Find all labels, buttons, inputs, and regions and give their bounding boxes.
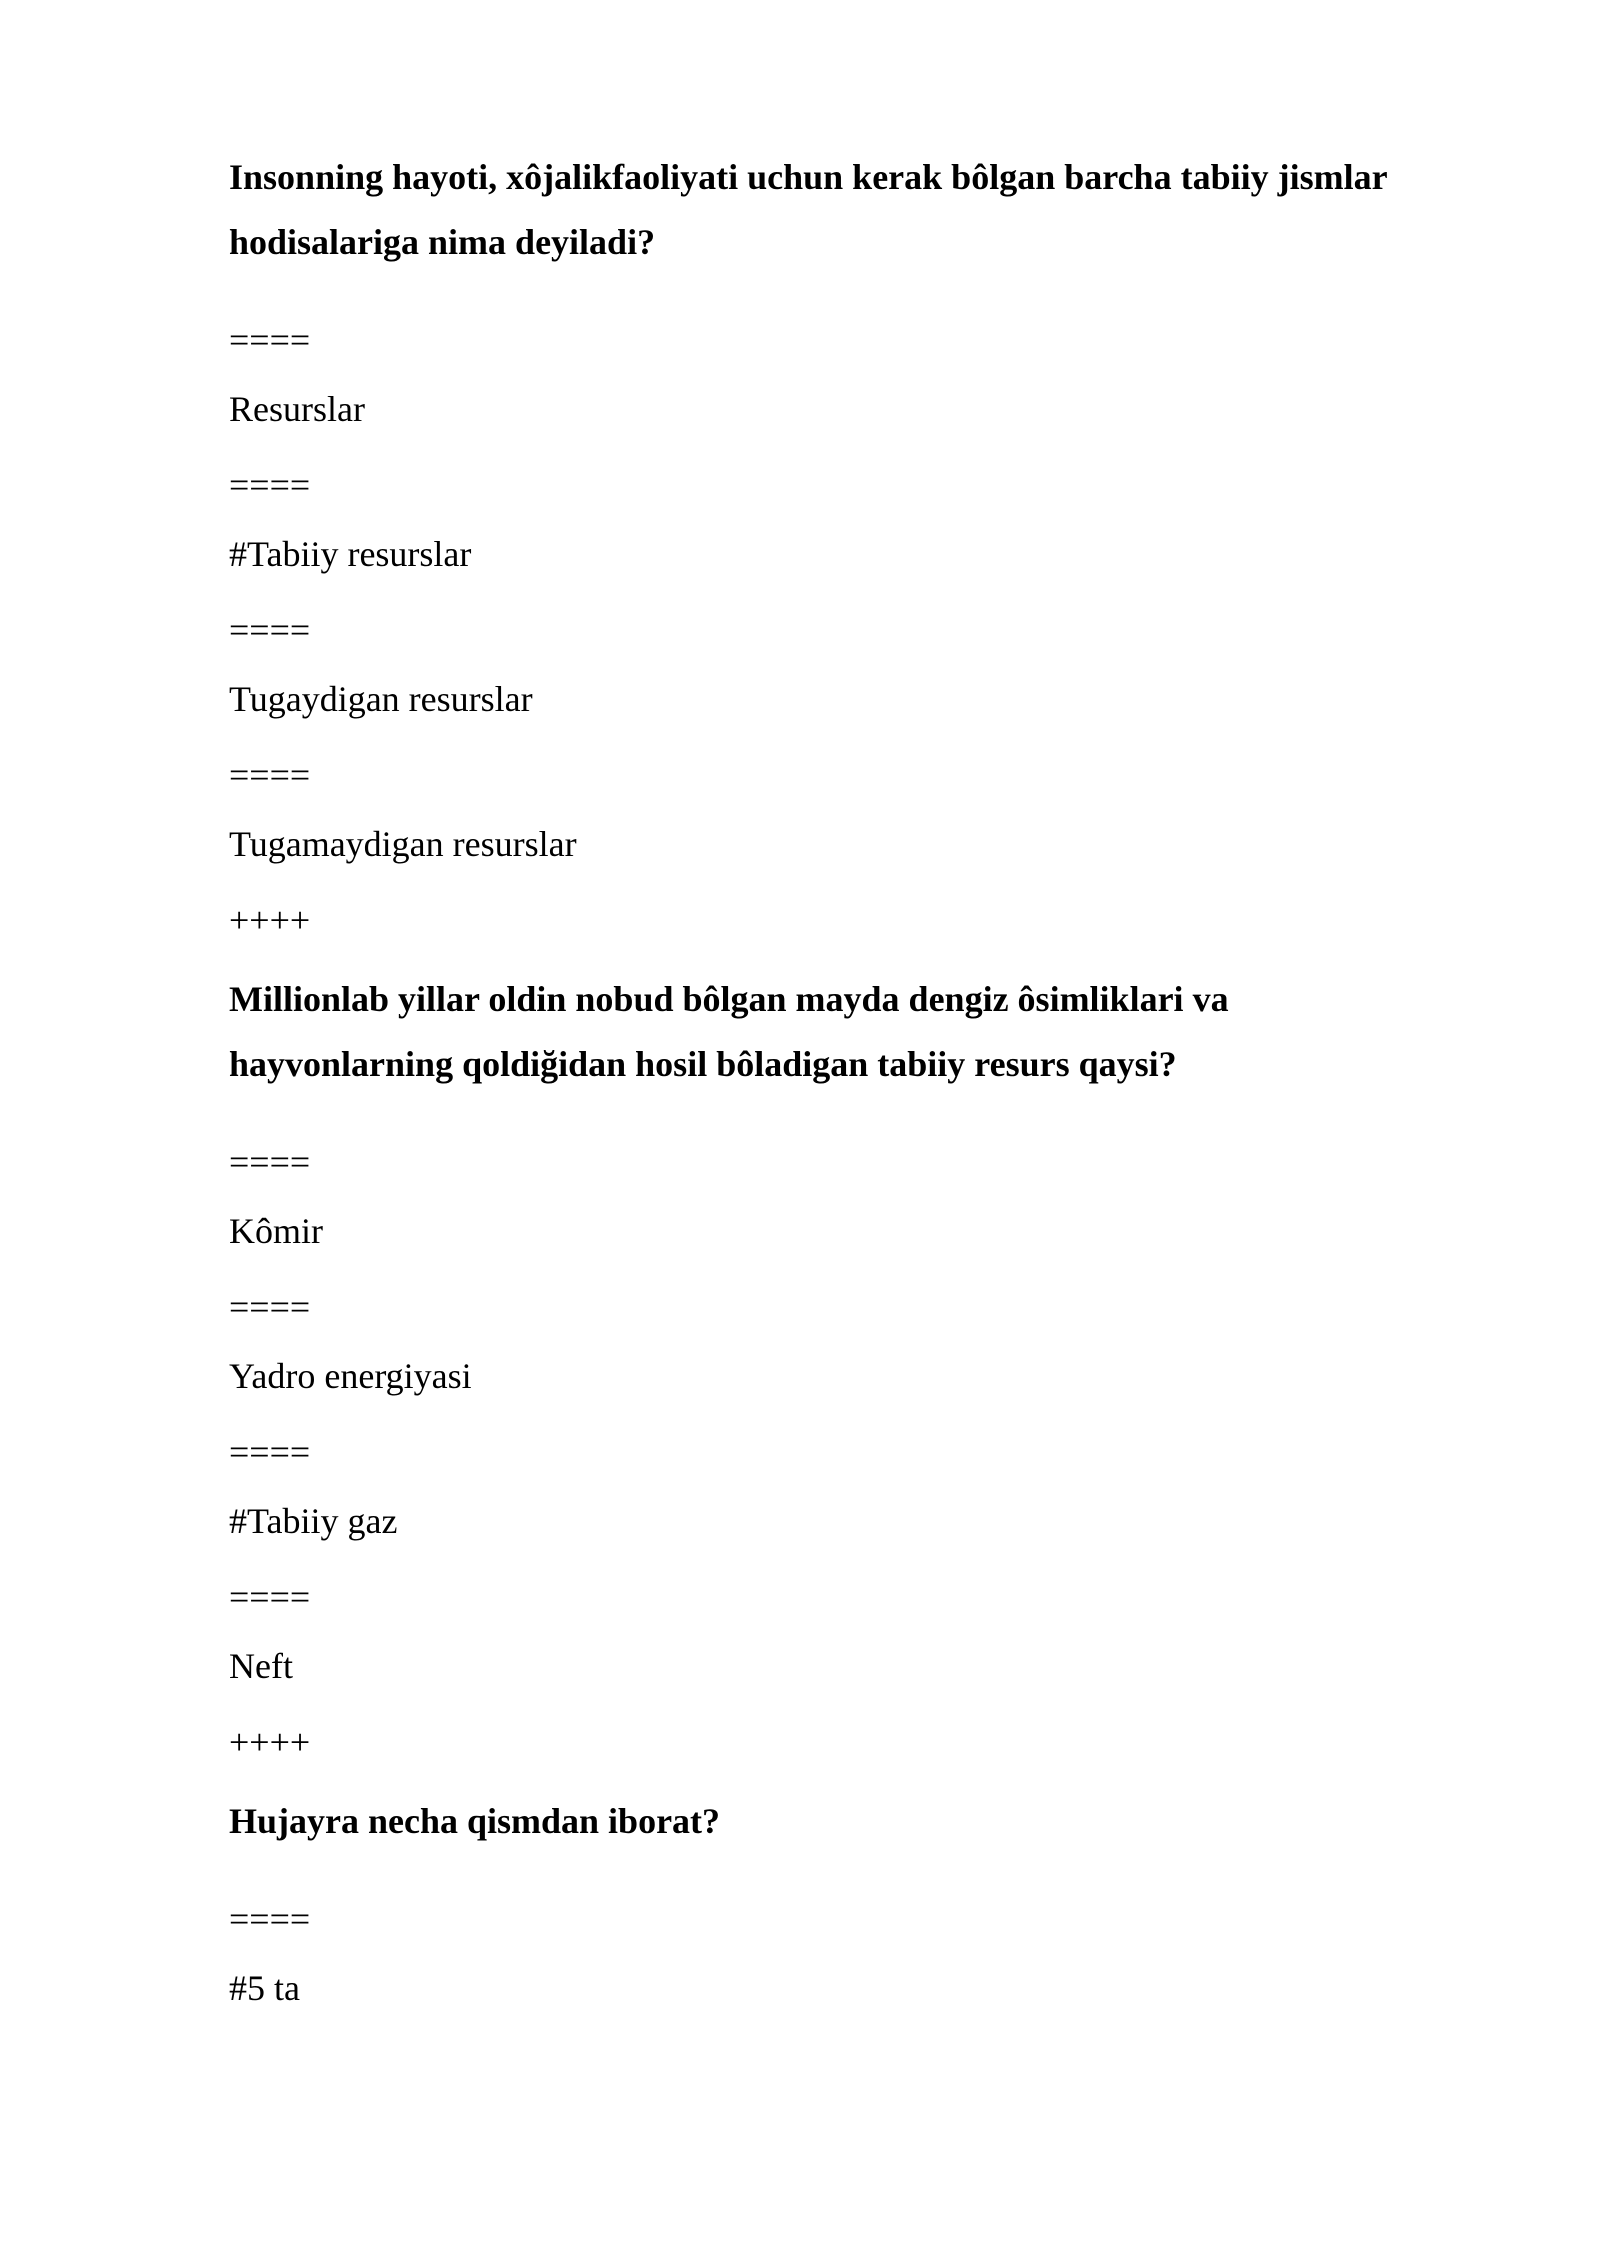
question-text: Hujayra necha qismdan iborat? (229, 1801, 721, 1841)
question-block (229, 1789, 1469, 2008)
answer-option: Kômir (229, 1211, 323, 1251)
answer-option: Tugamaydigan resurslar (229, 824, 577, 864)
document-content (229, 145, 1469, 2008)
answer-separator: ==== (229, 320, 311, 360)
answer-separator: ==== (229, 1287, 311, 1327)
answer-separator: ==== (229, 465, 311, 505)
answer-separator: ==== (229, 1142, 311, 1182)
question-block (229, 145, 1469, 967)
question-end-separator: ++++ (229, 900, 311, 940)
answer-option: Yadro energiyasi (229, 1356, 472, 1396)
question-text: Insonning hayoti, xôjalikfaoliyati uchun kerak bôlgan barcha tabiiy jismlar hodisalariga nima deyiladi? (229, 157, 1387, 262)
question-block (229, 967, 1469, 1789)
answer-separator: ==== (229, 1899, 311, 1939)
answer-option: Neft (229, 1646, 293, 1686)
answer-separator: ==== (229, 610, 311, 650)
answer-option: Tugaydigan resurslar (229, 679, 533, 719)
question-end-separator: ++++ (229, 1722, 311, 1762)
answer-separator: ==== (229, 1577, 311, 1617)
answer-option-correct: #Tabiiy resurslar (229, 534, 472, 574)
answer-option-correct: #5 ta (229, 1968, 300, 2008)
answer-separator: ==== (229, 1432, 311, 1472)
answer-separator: ==== (229, 755, 311, 795)
question-text: Millionlab yillar oldin nobud bôlgan mayda dengiz ôsimliklari va hayvonlarning qoldiğidan hosil bôladigan tabiiy resurs qaysi? (229, 979, 1229, 1084)
answer-option: Resurslar (229, 389, 365, 429)
answer-option-correct: #Tabiiy gaz (229, 1501, 398, 1541)
